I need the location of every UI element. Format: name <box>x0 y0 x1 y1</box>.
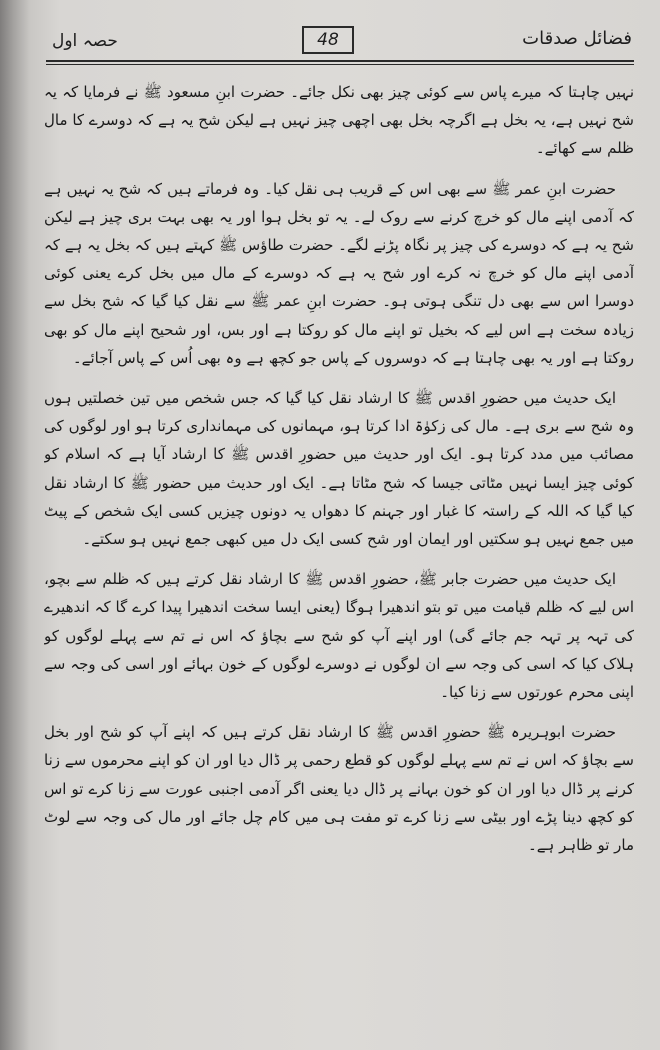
book-title: فضائل صدقات <box>522 28 632 49</box>
header-rule-thin <box>46 64 634 65</box>
page-body <box>44 78 634 1018</box>
paragraph-2: حضرت ابنِ عمر ﷺ سے بھی اس کے قریب ہی نقل کیا۔ وہ فرماتے ہیں کہ شح یہ نہیں ہے کہ آدمی اپنے مال کو خرچ کرنے سے روک لے۔ یہ تو بخل ہوا اور یہ بھی بہت بری چیز ہے لیکن شح یہ ہے کہ دوسرے کی چیز پر نگاہ پڑنے لگے۔ حضرت طاؤس ﷺ کہتے ہیں کہ بخل یہ ہے کہ آدمی اپنے مال کو خرچ نہ کرے اور شح یہ ہے کہ دوسرے کے مال میں بخل کرے یعنی کوئی دوسرا اس سے بھی دل تنگی ہوتی ہو۔ حضرت ابنِ عمر ﷺ سے نقل کیا گیا کہ شح بخل سے زیادہ سخت ہے اس لیے کہ بخیل تو اپنے مال کو روکتا ہے اور بس، اور شحیح اپنے مال کو بھی روکتا ہے اور یہ بھی چاہتا ہے کہ دوسروں کے پاس جو کچھ ہے وہ بھی اُس کے پاس آجائے۔ <box>44 179 634 367</box>
part-label: حصہ اول <box>52 31 118 51</box>
page-header <box>0 18 660 62</box>
page-number: 48 <box>302 26 354 54</box>
paragraph-3: ایک حدیث میں حضورِ اقدس ﷺ کا ارشاد نقل کیا گیا کہ جس شخص میں تین خصلتیں ہوں وہ شح سے بری ہے۔ مال کی زکوٰۃ ادا کرتا ہو، مہمانوں کی مہمانداری کرتا ہو اور لوگوں کی مصائب میں مدد کرتا ہو۔ ایک اور حدیث میں حضورِ اقدس ﷺ کا ارشاد آیا ہے کہ اسلام کو کوئی چیز ایسا نہیں مٹاتی جیسا کہ شح مٹاتا ہے۔ ایک اور حدیث میں حضور ﷺ کا ارشاد نقل کیا گیا کہ اللہ کے راستہ کا غبار اور جہنم کا دھواں یہ دونوں چیزیں کسی ایک شخص کے پیٹ میں جمع نہیں ہو سکتیں اور ایمان اور شح کسی ایک دل میں کبھی جمع نہیں ہو سکتے۔ <box>44 389 634 549</box>
paragraph-1: نہیں چاہتا کہ میرے پاس سے کوئی چیز بھی نکل جائے۔ حضرت ابنِ مسعود ﷺ نے فرمایا کہ یہ شح نہیں ہے، یہ بخل ہے اگرچہ بخل بھی اچھی چیز نہیں ہے لیکن شح یہ ہے کہ دوسرے کا مال ظلم سے کھائے۔ <box>44 83 634 158</box>
header-rule <box>46 60 634 62</box>
paragraph-5: حضرت ابوہریرہ ﷺ حضورِ اقدس ﷺ کا ارشاد نقل کرتے ہیں کہ اپنے آپ کو شح اور بخل سے بچاؤ کہ اس نے تم سے پہلے لوگوں کو قطع رحمی پر ڈال دیا اور ان کو اپنے محرموں سے زنا کرنے پر ڈال دیا اور ان کو خون بہانے پر ڈال دیا یعنی اگر آدمی اجنبی عورت سے زنا کرے تو اس کو کچھ دینا پڑے اور بیٹی سے زنا کرے تو مفت ہی میں کام چل جائے اور مال کی وجہ سے لوٹ مار تو ظاہر ہے۔ <box>44 723 634 855</box>
paragraph-4: ایک حدیث میں حضرت جابر ﷺ، حضورِ اقدس ﷺ کا ارشاد نقل کرتے ہیں کہ ظلم سے بچو، اس لیے کہ ظلم قیامت میں تو بتو اندھیرا ہوگا (یعنی ایسا سخت اندھیرا پیدا کرے گا کہ اندھیرے کی تہہ پر تہہ جم جائے گی) اور اپنے آپ کو شح سے بچاؤ کہ اس نے تم سے پہلے لوگوں کو ہلاک کیا کہ اسی کی وجہ سے ان لوگوں نے دوسرے لوگوں کے خون بہائے اور اسی کی وجہ سے اپنی محرم عورتوں سے زنا کیا۔ <box>44 570 634 702</box>
